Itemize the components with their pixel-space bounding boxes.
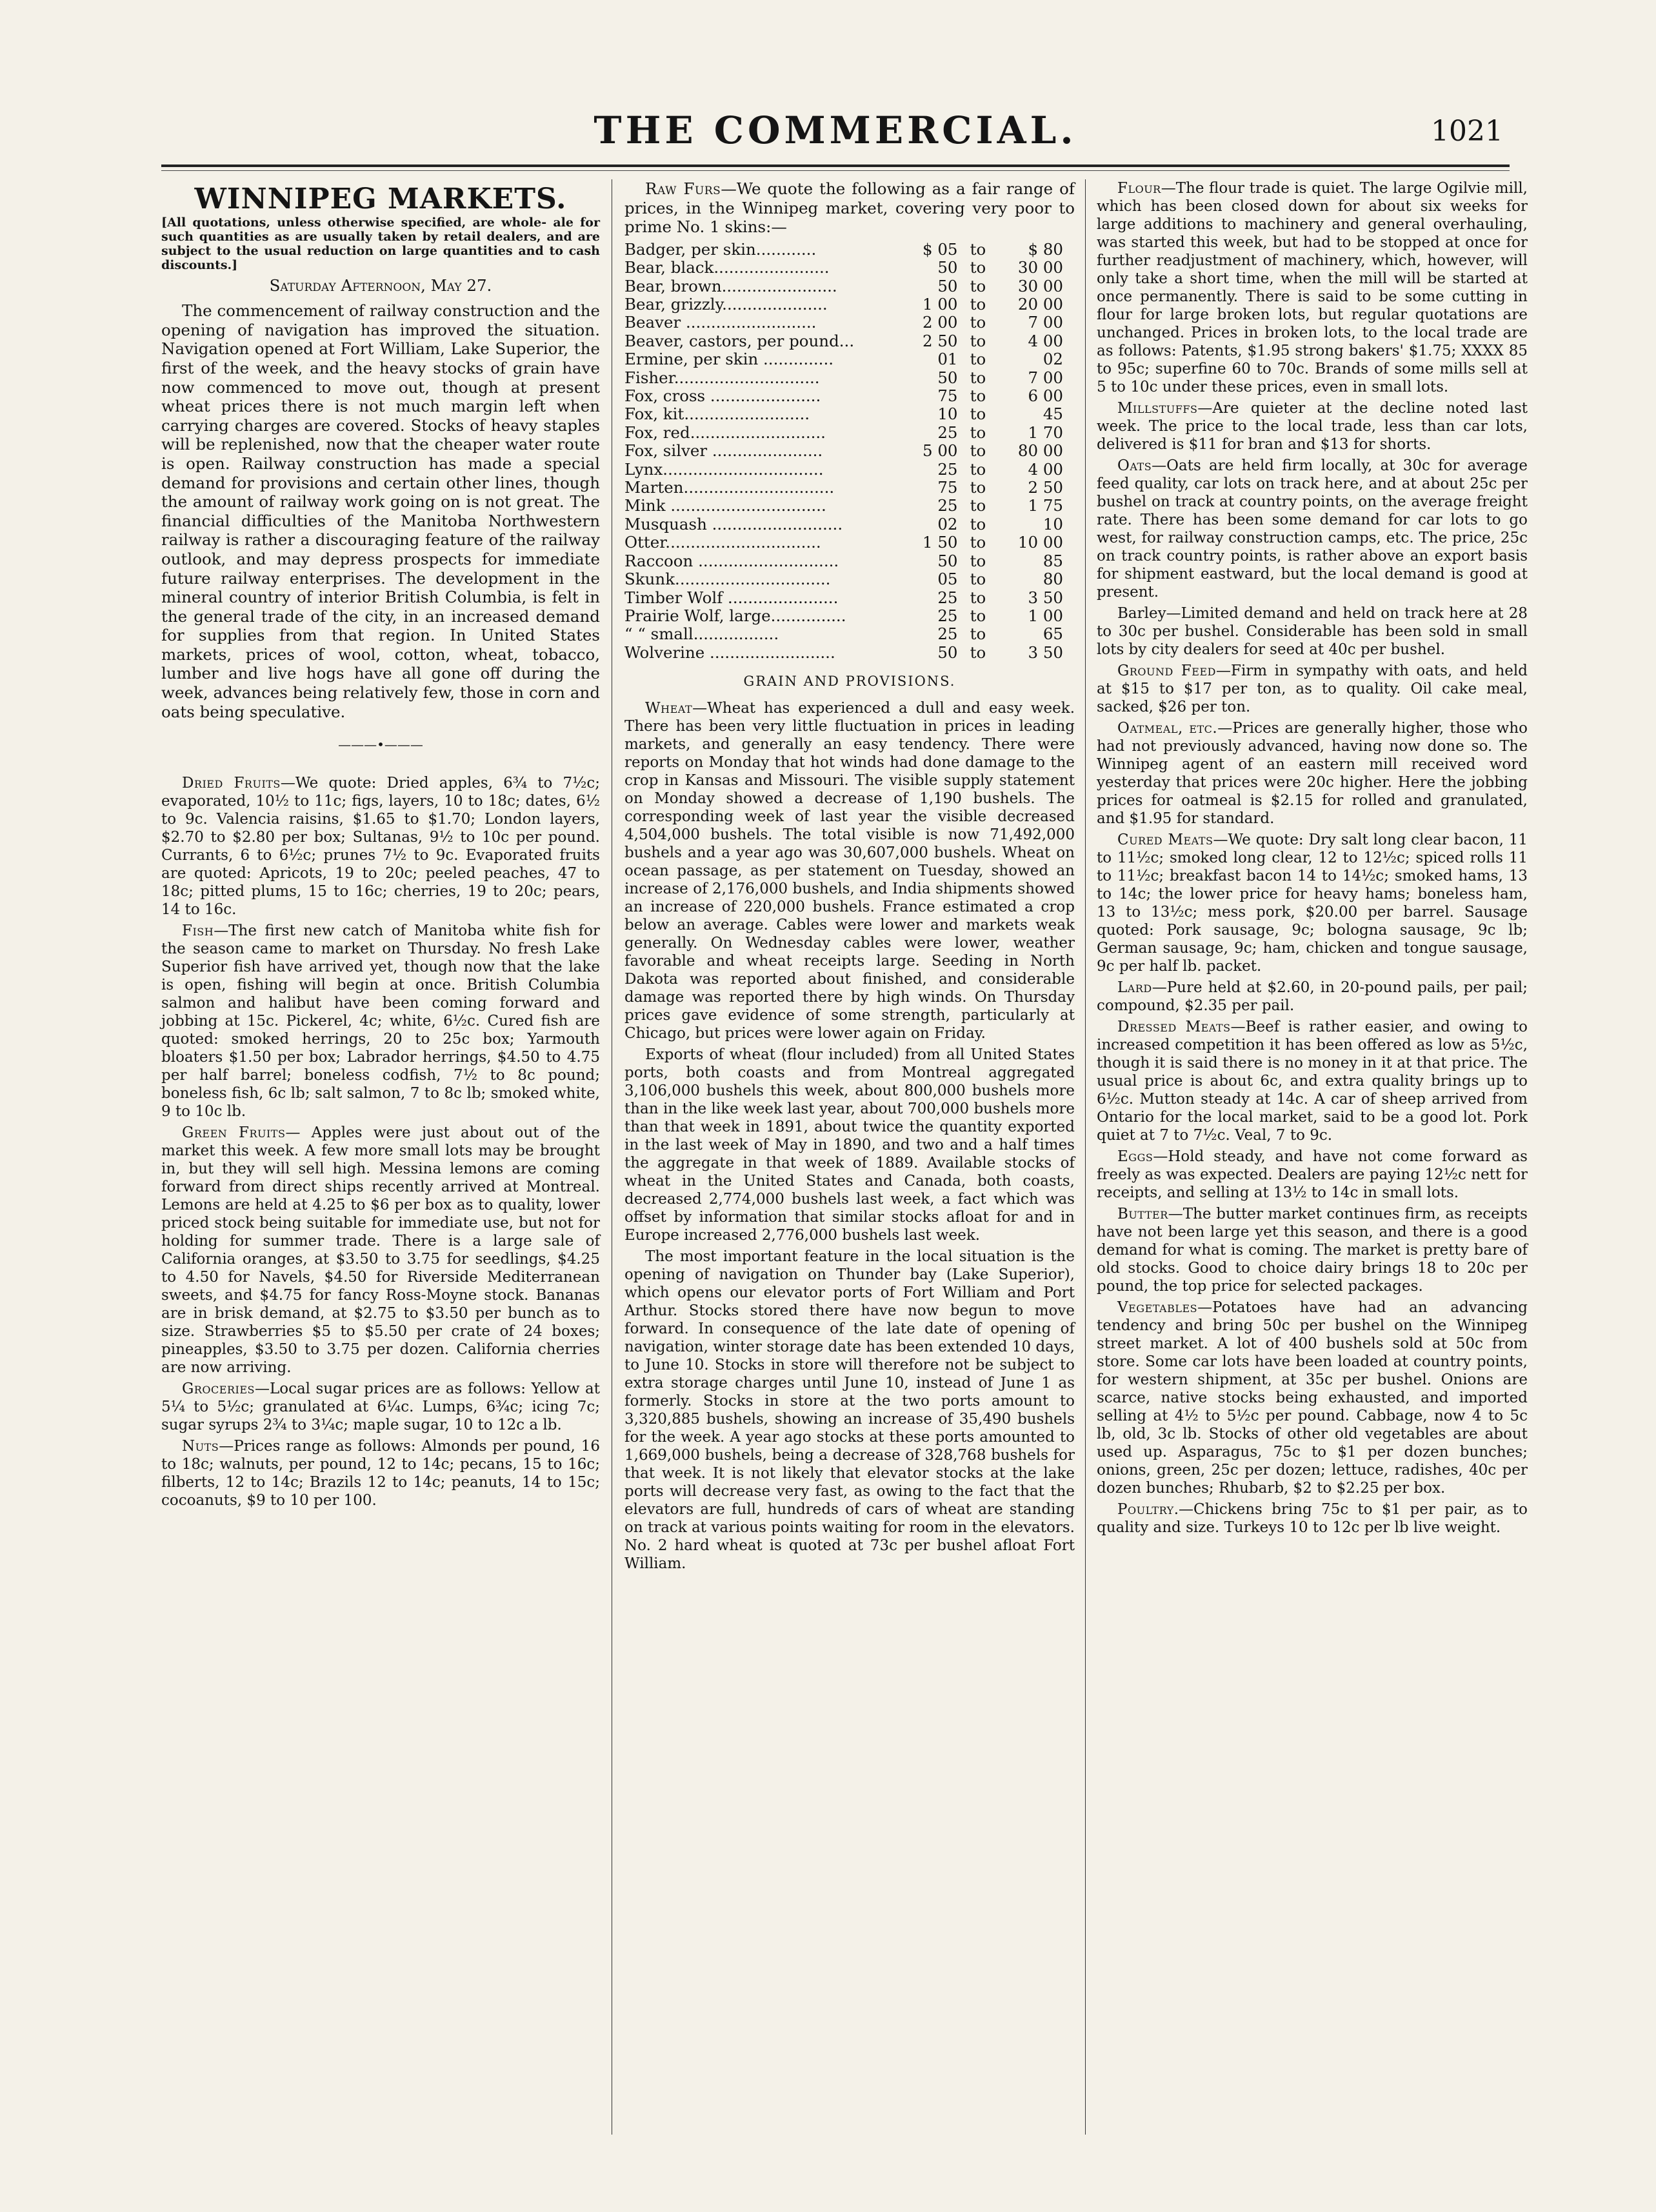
eggs-label: Eggs <box>1117 1148 1153 1165</box>
fur-price-to: to <box>970 368 986 387</box>
flour-text: —The flour trade is quiet. The large Ogilvie mill, which has been closed down for about six weeks for large additions to machinery and general overhauling, was started this week, but had to be stopped at once for further readjustment of machinery, which, however, will only take a short time, when the mill will be started at once permanently. There is said to be some cutting in flour for large broken lots, but regular quotations are unchanged. Prices in broken lots, to the local trade are as follows: Patents, $1.95 strong bakers' $1.75; XXXX 85 to 95c; superfine 60 to 70c. Brands of some mills sell at 5 to 10c under these prices, even in small lots. <box>1097 180 1528 395</box>
fur-price-high: 4 00 <box>1028 459 1063 479</box>
poultry-paragraph <box>1097 1500 1528 1537</box>
fur-price-low: 5 00 <box>922 441 958 461</box>
fur-price-row <box>624 259 1075 277</box>
fur-price-row <box>624 277 1075 295</box>
fur-price-high: 10 00 <box>1017 533 1063 552</box>
cured-meats-text: —We quote: Dry salt long clear bacon, 11 to 11½c; smoked long clear, 12 to 12½c; spiced rolls 11 to 11½c; breakfast bacon 14 to 14½c; smoked hams, 13 to 14c; the lower price for heavy hams; boneless ham, 13 to 13½c; mess pork, $20.00 per barrel. Sausage quoted: Pork sausage, 9c; bologna sausage, 9c lb; German sausage, 9c; ham, chicken and tongue sausage, 9c per half lb. packet. <box>1097 832 1528 975</box>
fur-price-high: 80 <box>1042 570 1063 589</box>
fur-name: Marten.............................. <box>624 478 835 497</box>
fur-price-low: 2 50 <box>922 331 958 350</box>
butter-paragraph <box>1097 1205 1528 1295</box>
fur-price-high: 45 <box>1042 404 1063 424</box>
fur-name: Skunk............................... <box>624 570 831 589</box>
oatmeal-text: —Prices are generally higher, those who had not previously advanced, having now done so. The Winnipeg agent of an eastern mill received word yesterday that prices were 20c higher. Here the jobbing prices for oatmeal is $2.15 for rolled and granulated, and $1.95 for standard. <box>1097 720 1528 827</box>
fur-price-low: 75 <box>937 386 958 406</box>
fur-name: Bear, brown....................... <box>624 276 837 295</box>
fur-price-row <box>624 461 1075 479</box>
cured-meats-paragraph <box>1097 831 1528 975</box>
fur-name: Fox, cross ...................... <box>624 386 821 406</box>
dressed-meats-text: —Beef is rather easier, and owing to increased competition it has been offered as low as 5½c, though it is said there is no money in it at that price. The usual price is about 6c, and extra quality brings up to 6½c. Mutton steady at 14c. A car of sheep arrived from Ontario for the local market, said to be a good lot. Pork quiet at 7 to 7½c. Veal, 7 to 9c. <box>1097 1019 1528 1144</box>
fur-price-to: to <box>970 423 986 442</box>
fur-name: Beaver, castors, per pound... <box>624 331 855 350</box>
millstuffs-label: Millstuffs <box>1117 400 1198 417</box>
masthead-title: THE COMMERCIAL. <box>594 108 1077 152</box>
fur-price-to: to <box>970 295 986 314</box>
fur-name: Lynx................................ <box>624 459 824 479</box>
eggs-text: —Hold steady, and have not come forward as freely as was expected. Dealers are paying 12½c nett for receipts, and selling at 13½ to 14c in small lots. <box>1097 1148 1528 1201</box>
nuts-paragraph <box>161 1437 600 1510</box>
fur-price-high: 2 50 <box>1028 478 1063 497</box>
fur-price-row <box>624 552 1075 570</box>
flour-label: Flour <box>1117 180 1161 197</box>
fur-price-high: 3 50 <box>1028 643 1063 662</box>
cured-meats-label: Cured Meats <box>1117 832 1213 848</box>
fur-price-to: to <box>970 276 986 295</box>
dried-fruits-label: Dried Fruits <box>182 774 281 792</box>
fur-price-high: 80 00 <box>1017 441 1063 461</box>
fur-price-to: to <box>970 570 986 589</box>
fur-price-row <box>624 570 1075 588</box>
fur-price-high: 1 70 <box>1028 423 1063 442</box>
fur-price-low: 25 <box>937 496 958 515</box>
vegetables-label: Vegetables <box>1117 1299 1198 1316</box>
fur-price-low: 1 50 <box>922 533 958 552</box>
green-fruits-label: Green Fruits <box>182 1124 286 1141</box>
fur-price-row <box>624 369 1075 387</box>
fur-price-low: 75 <box>937 478 958 497</box>
fur-price-low: 50 <box>937 258 958 277</box>
fur-name: Ermine, per skin .............. <box>624 350 834 369</box>
fur-price-row <box>624 405 1075 423</box>
poultry-label: Poultry <box>1117 1501 1174 1518</box>
fur-price-to: to <box>970 239 986 259</box>
poultry-text: .—Chickens bring 75c to $1 per pair, as to quality and size. Turkeys 10 to 12c per lb live weight. <box>1097 1501 1528 1536</box>
fur-name: Mink ............................... <box>624 496 826 515</box>
fur-name: Otter............................... <box>624 533 821 552</box>
fur-price-to: to <box>970 606 986 625</box>
oats-paragraph <box>1097 457 1528 601</box>
fur-name: Fisher............................. <box>624 368 820 387</box>
raw-furs-intro: —We quote the following as a fair range of prices, in the Winnipeg market, covering very poor to prime No. 1 skins:— <box>624 179 1075 237</box>
groceries-text: —Local sugar prices are as follows: Yellow at 5¼ to 5½c; granulated at 6¼c. Lumps, 6¾c; icing 7c; sugar syrups 2¾ to 3¼c; maple sugar, 10 to 12c a lb. <box>161 1380 600 1433</box>
fur-price-row <box>624 424 1075 442</box>
fur-price-low: 25 <box>937 588 958 607</box>
fish-text: —The first new catch of Manitoba white fish for the season came to market on Thursday. No fresh Lake Superior fish have arrived yet, though now that the lake is open, fishing will begin at once. British Columbia salmon and halibut have been coming forward and jobbing at 15c. Pickerel, 4c; white, 6½c. Cured fish are quoted: smoked herrings, 20 to 25c box; Yarmouth bloaters $1.50 per box; Labrador herrings, $4.50 to 4.75 per half barrel; boneless codfish, 7½ to 8c pound; boneless fish, 6c lb; salt salmon, 7 to 8c lb; smoked white, 9 to 10c lb. <box>161 922 600 1120</box>
fur-price-low: 50 <box>937 643 958 662</box>
fur-name: Fox, red........................... <box>624 423 826 442</box>
fur-name: Prairie Wolf, large............... <box>624 606 846 625</box>
flour-paragraph <box>1097 179 1528 396</box>
fur-name: Badger, per skin............ <box>624 239 817 259</box>
fur-price-high: 3 50 <box>1028 588 1063 607</box>
raw-furs-paragraph <box>624 179 1075 237</box>
fur-price-row <box>624 387 1075 405</box>
fur-price-low: 1 00 <box>922 295 958 314</box>
fur-price-high: 4 00 <box>1028 331 1063 350</box>
fur-price-high: 85 <box>1042 551 1063 570</box>
fur-price-to: to <box>970 588 986 607</box>
page-number: 1021 <box>1431 115 1503 148</box>
fur-price-row <box>624 314 1075 332</box>
fur-price-to: to <box>970 313 986 332</box>
fur-price-row <box>624 442 1075 460</box>
dried-fruits-paragraph <box>161 774 600 919</box>
fur-price-to: to <box>970 386 986 406</box>
fur-price-low: 25 <box>937 606 958 625</box>
fur-price-to: to <box>970 258 986 277</box>
fur-price-row <box>624 350 1075 368</box>
fur-price-high: 7 00 <box>1028 313 1063 332</box>
masthead <box>155 103 1516 161</box>
fur-price-row <box>624 497 1075 515</box>
fur-price-low: 50 <box>937 551 958 570</box>
section-heading: WINNIPEG MARKETS. <box>194 183 567 215</box>
millstuffs-paragraph <box>1097 399 1528 453</box>
ground-feed-paragraph <box>1097 662 1528 716</box>
raw-furs-label: Raw Furs <box>645 179 721 198</box>
fish-paragraph <box>161 922 600 1121</box>
fur-price-row <box>624 644 1075 662</box>
column-1 <box>161 179 600 2135</box>
fur-price-low: 10 <box>937 404 958 424</box>
groceries-paragraph <box>161 1380 600 1434</box>
fur-price-high: 65 <box>1042 624 1063 644</box>
ground-feed-text: —Firm in sympathy with oats, and held at $15 to $17 per ton, as to quality. Oil cake meal, sacked, $26 per ton. <box>1097 663 1528 715</box>
fur-price-low: 25 <box>937 423 958 442</box>
fur-price-row <box>624 241 1075 259</box>
fur-price-low: $ 05 <box>922 239 958 259</box>
vegetables-text: —Potatoes have had an advancing tendency and bring 50c per bushel on the Winnipeg street market. A lot of 400 bushels sold at 50c from store. Some car lots have been loaded at country points, for western shipment, at 35c per bushel. Onions are scarce, native stocks being exhausted, and imported selling at 4½ to 5½c per pound. Cabbage, now 4 to 5c lb, old, 3c lb. Stocks of other old vegetables are about used up. Asparagus, 75c to $1 per dozen bunches; onions, green, 25c per dozen; lettuce, radishes, 40c per dozen bunches; Rhubarb, $2 to $2.25 per box. <box>1097 1299 1528 1497</box>
fur-price-high: 6 00 <box>1028 386 1063 406</box>
groceries-label: Groceries <box>182 1380 255 1397</box>
fur-price-high: 30 00 <box>1017 258 1063 277</box>
grain-provisions-heading: GRAIN AND PROVISIONS. <box>743 673 956 690</box>
fur-price-low: 50 <box>937 276 958 295</box>
fur-price-row <box>624 479 1075 497</box>
nuts-text: —Prices range as follows: Almonds per pound, 16 to 18c; walnuts, per pound, 12 to 14c; pecans, 15 to 16c; filberts, 12 to 14c; Brazils 12 to 14c; peanuts, 14 to 15c; cocoanuts, $9 to 10 per 100. <box>161 1437 600 1509</box>
oats-text: —Oats are held firm locally, at 30c for average feed quality, car lots on track here, and at about 25c per bushel on track at country points, on the average freight rate. There has been some demand for car lots to go west, for railway construction camps, etc. The price, 25c on track country points, is rather above an export basis for shipment eastward, but the local demand is good at present. <box>1097 457 1528 601</box>
millstuffs-text: —Are quieter at the decline noted last week. The price to the local trade, less than car lots, delivered is $11 for bran and $13 for shorts. <box>1097 400 1528 453</box>
fur-price-to: to <box>970 514 986 533</box>
fur-price-to: to <box>970 643 986 662</box>
vegetables-paragraph <box>1097 1299 1528 1497</box>
fur-name: Bear, grizzly..................... <box>624 295 828 314</box>
fur-name: Beaver .......................... <box>624 313 817 332</box>
fur-price-high: 30 00 <box>1017 276 1063 295</box>
fur-price-low: 50 <box>937 368 958 387</box>
fur-price-low: 2 00 <box>922 313 958 332</box>
separator: ———•——— <box>338 737 423 753</box>
lard-paragraph <box>1097 979 1528 1015</box>
fur-price-high: 02 <box>1042 350 1063 369</box>
oatmeal-label: Oatmeal, etc. <box>1117 720 1218 737</box>
fur-price-low: 02 <box>937 514 958 533</box>
fur-name: Raccoon ............................ <box>624 551 839 570</box>
oats-label: Oats <box>1117 457 1152 474</box>
fur-price-low: 25 <box>937 624 958 644</box>
fur-price-high: 10 <box>1042 514 1063 533</box>
fur-price-row <box>624 625 1075 643</box>
fish-label: Fish <box>182 922 214 939</box>
dateline: Saturday Afternoon, May 27. <box>269 275 492 295</box>
fur-price-high: 20 00 <box>1017 295 1063 314</box>
fur-price-high: 1 75 <box>1028 496 1063 515</box>
dressed-meats-label: Dressed Meats <box>1117 1019 1231 1035</box>
dried-fruits-text: —We quote: Dried apples, 6¾ to 7½c; evaporated, 10½ to 11c; figs, layers, 10 to 18c; dates, 6½ to 9c. Valencia raisins, $1.65 to $1.70; London layers, $2.70 to $2.80 per box; Sultanas, 9½ to 10c per pound. Currants, 6 to 6½c; prunes 7½ to 9c. Evaporated fruits are quoted: Apricots, 19 to 20c; peeled peaches, 47 to 18c; pitted plums, 15 to 16c; cherries, 19 to 20c; pears, 14 to 16c. <box>161 774 601 918</box>
fur-price-to: to <box>970 478 986 497</box>
fur-name: Bear, black....................... <box>624 258 830 277</box>
column-divider <box>1085 179 1086 2135</box>
fur-price-high: $ 80 <box>1028 239 1063 259</box>
fur-name: Timber Wolf ...................... <box>624 588 839 607</box>
fur-price-row <box>624 332 1075 350</box>
fur-price-to: to <box>970 404 986 424</box>
fur-price-to: to <box>970 624 986 644</box>
ground-feed-label: Ground Feed <box>1117 663 1216 679</box>
quotation-note: [All quotations, unless otherwise specified, are whole- ale for such quantities as are usually taken by retail dealers, and are subject to the usual reduction on large quantities and to cash discounts.] <box>161 215 600 272</box>
fur-price-to: to <box>970 459 986 479</box>
fur-name: Musquash .......................... <box>624 514 843 533</box>
fur-price-row <box>624 533 1075 552</box>
fur-price-row <box>624 589 1075 607</box>
wheat-paragraph <box>624 699 1075 1042</box>
eggs-paragraph <box>1097 1148 1528 1202</box>
fur-price-to: to <box>970 441 986 461</box>
column-3 <box>1097 179 1528 2135</box>
fur-price-low: 25 <box>937 459 958 479</box>
fur-price-high: 1 00 <box>1028 606 1063 625</box>
lard-text: —Pure held at $2.60, in 20-pound pails, per pail; compound, $2.35 per pail. <box>1097 979 1528 1014</box>
local-situation-paragraph: The most important feature in the local situation is the opening of navigation on Thunder bay (Lake Superior), which opens our elevator ports of Fort William and Port Arthur. Stocks stored there have now begun to move forward. In consequence of the late date of opening of navigation, winter storage date has been extended 10 days, to June 10. Stocks in store will therefore not be subject to extra storage charges until June 10, instead of June 1 as formerly. Stocks in store at the two ports amount to 3,320,885 bushels, showing an increase of 35,490 bushels for the week. A year ago stocks at these ports amounted to 1,669,000 bushels, being a decrease of 328,768 bushels for that week. It is not likely that elevator stocks at the lake ports will decrease very fast, as owing to the fact that the elevators are full, hundreds of cars of wheat are standing on track at various points waiting for room in the elevators. No. 2 hard wheat is quoted at 73c per bushel afloat Fort William. <box>624 1248 1075 1572</box>
butter-text: —The butter market continues firm, as receipts have not been large yet this season, and there is a good demand for what is coming. The market is pretty bare of old stocks. Good to choice dairy brings 18 to 20c per pound, the top price for selected packages. <box>1097 1206 1528 1295</box>
fur-name: Fox, kit......................... <box>624 404 810 424</box>
lard-label: Lard <box>1117 979 1152 996</box>
green-fruits-paragraph <box>161 1124 600 1377</box>
column-2 <box>624 179 1075 2135</box>
fur-name: Fox, silver ...................... <box>624 441 823 461</box>
fur-price-row <box>624 295 1075 314</box>
furs-price-table <box>624 241 1075 662</box>
fur-price-row <box>624 607 1075 625</box>
barley-paragraph: Barley—Limited demand and held on track here at 28 to 30c per bushel. Considerable has been sold in small lots by city dealers for seed at 40c per bushel. <box>1097 605 1528 658</box>
butter-label: Butter <box>1117 1206 1168 1222</box>
wheat-label: Wheat <box>645 699 693 717</box>
fur-price-row <box>624 515 1075 533</box>
masthead-rule <box>161 164 1510 167</box>
fur-name: “ “ small................. <box>624 624 779 644</box>
fur-price-low: 01 <box>937 350 958 369</box>
fur-price-to: to <box>970 350 986 369</box>
fur-price-to: to <box>970 551 986 570</box>
fur-price-to: to <box>970 533 986 552</box>
exports-paragraph: Exports of wheat (flour included) from all United States ports, both coasts and from Montreal aggregated 3,106,000 bushels this week, about 800,000 bushels more than in the like week last year, about 700,000 bushels more than that week in 1891, about twice the quantity exported in the last week of May in 1890, and two and a half times the aggregate in that week of 1889. Available stocks of wheat in the United States and Canada, both coasts, decreased 2,774,000 bushels last week, a fact which was offset by information that similar stocks afloat for and in Europe increased 2,776,000 bushels last week. <box>624 1046 1075 1244</box>
fur-price-high: 7 00 <box>1028 368 1063 387</box>
fur-price-to: to <box>970 331 986 350</box>
fur-name: Wolverine ......................... <box>624 643 835 662</box>
fur-price-low: 05 <box>937 570 958 589</box>
intro-paragraph: The commencement of railway construction and the opening of navigation has improved the situation. Navigation opened at Fort William, Lake Superior, the first of the week, and the heavy stocks of grain have now commenced to move out, though at present wheat prices there is not much margin left when carrying charges are covered. Stocks of heavy staples will be replenished, now that the cheaper water route is open. Railway construction has made a special demand for provisions and certain other lines, though the amount of railway work going on is not great. The financial difficulties of the Manitoba Northwestern railway is rather a discouraging feature of the railway outlook, and may depress prospects for immediate future railway enterprises. The development in the mineral country of interior British Columbia, is felt in the general trade of the city, in an increased demand for supplies from that region. In United States markets, prices of wool, cotton, wheat, tobacco, lumber and live hogs have all gone off during the week, advances being relatively few, those in corn and oats being speculative. <box>161 301 600 721</box>
wheat-text: —Wheat has experienced a dull and easy week. There has been very little fluctuation in prices in leading markets, and generally an easy tendency. There were reports on Monday that hot winds had done damage to the crop in Kansas and Missouri. The visible supply statement on Monday showed a decrease of 1,190 bushels. The corresponding week of last year the visible decreased 4,504,000 bushels. The total visible is now 71,492,000 bushels and a year ago was 30,607,000 bushels. Wheat on ocean passage, as per statement on Tuesday, showed an increase of 2,176,000 bushels, and India shipments showed an increase of 220,000 bushels. France estimated a crop below an average. Cables were lower and markets weak generally. On Wednesday cables were lower, weather favorable and wheat receipts large. Seeding in North Dakota was reported about finished, and considerable damage was reported there by high winds. On Thursday prices gave evidence of some strength, particularly at Chicago, but prices were lower again on Friday. <box>624 699 1075 1042</box>
masthead-rule-thin <box>161 170 1510 171</box>
oatmeal-paragraph <box>1097 719 1528 828</box>
dressed-meats-paragraph <box>1097 1018 1528 1144</box>
green-fruits-text: — Apples were just about out of the market this week. A few more small lots may be brought in, but they will sell high. Messina lemons are coming forward from direct ships recently arrived at Montreal. Lemons are held at 4.25 to $6 per box as to quality, lower priced stock being suitable for immediate use, but not for holding for summer trade. There is a large sale of California oranges, at $3.50 to 3.75 for seedlings, $4.25 to 4.50 for Navels, $4.50 for Riverside Mediterranean sweets, and $4.75 for fancy Ross-Moyne stock. Bananas are in brisk demand, at $2.75 to $3.50 per bunch as to size. Strawberries $5 to $5.50 per crate of 24 boxes; pineapples, $3.50 to 3.75 per dozen. California cherries are now arriving. <box>161 1124 600 1376</box>
nuts-label: Nuts <box>182 1437 219 1455</box>
fur-price-to: to <box>970 496 986 515</box>
